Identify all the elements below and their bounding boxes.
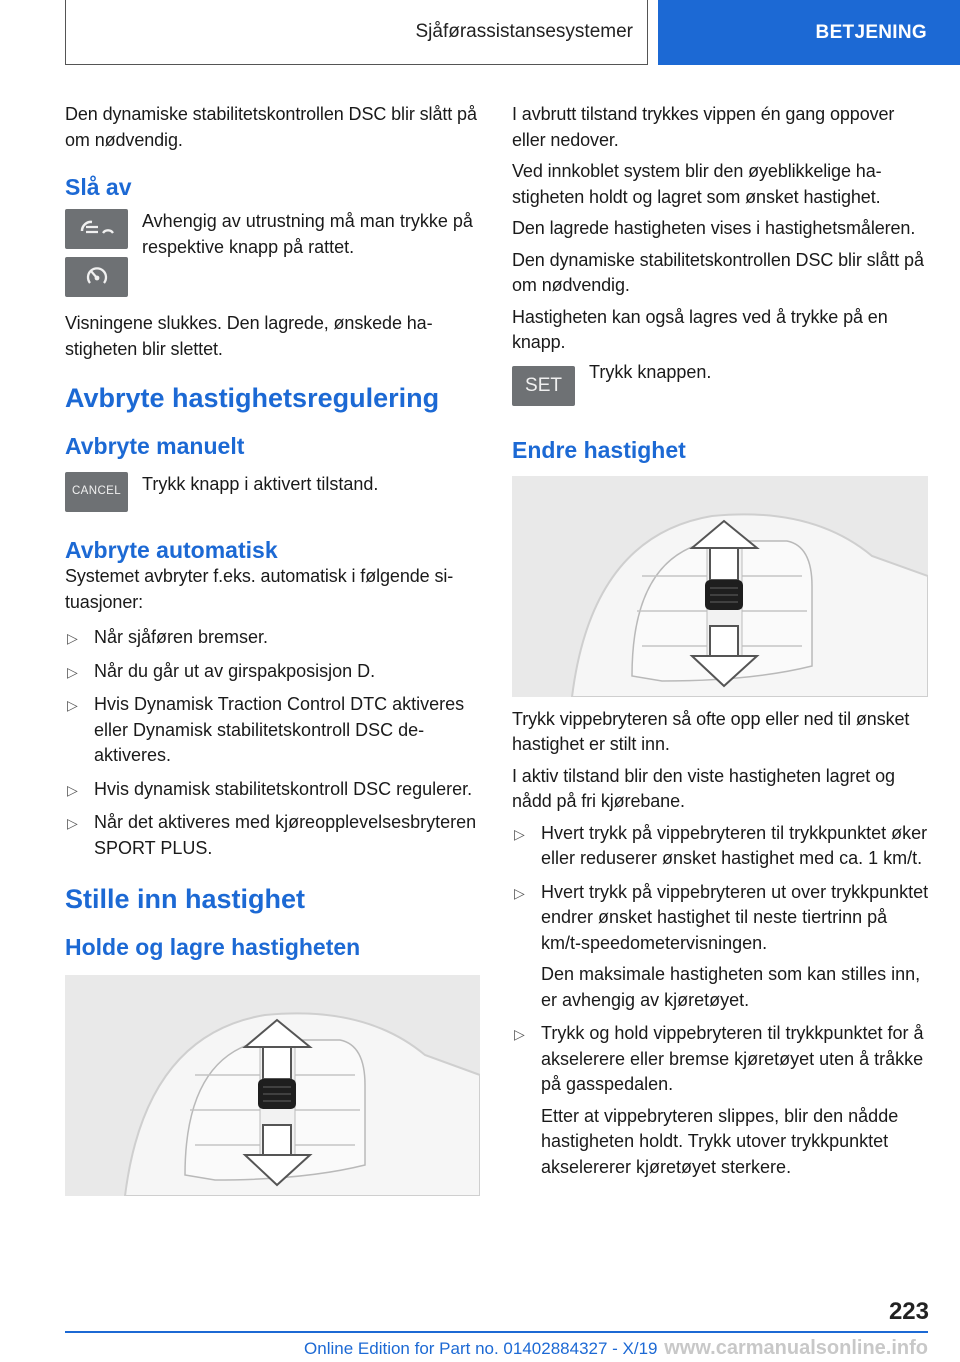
steering-wheel-rocker-image [512, 476, 928, 697]
right-column [512, 102, 930, 1188]
cruise-control-off-icon [65, 209, 128, 249]
footer-divider [65, 1331, 928, 1333]
triangle-bullet-icon: ▷ [67, 697, 78, 713]
footer-edition [65, 1337, 928, 1360]
off-after-text: Visningene slukkes. Den lagrede, ønskede hastigheten blir slettet. [65, 313, 433, 359]
list-item: ▷ Når du går ut av girspakposisjon D. [65, 659, 480, 685]
set-button-row [512, 361, 930, 406]
off-text: Avhengig av utrustning må man trykke på respektive knapp på rattet. [142, 211, 473, 257]
list-item: ▷ Hvis dynamisk stabilitetskontroll DSC regulerer. [65, 777, 480, 803]
paragraph: Ved innkoblet system blir den øyeblikkelige hastigheten holdt og lagret som ønsket hastighet. [512, 161, 882, 207]
heading-change-speed: Endre hastighet [512, 436, 686, 463]
triangle-bullet-icon: ▷ [67, 630, 78, 646]
paragraph: Den lagrede hastigheten vises i hastighetsmåleren. [512, 218, 916, 238]
speed-limiter-off-icon [65, 257, 128, 297]
paragraph: Den dynamiske stabilitetskontrollen DSC blir slått på om nødvendig. [512, 249, 924, 295]
list-item: ▷ Hvert trykk på vippebryteren til trykkpunktet øker eller reduserer ønsket hastighet med ca. 1 km/t. [514, 822, 928, 868]
paragraph: I avbrutt tilstand trykkes vippen én gang oppover eller nedover. [512, 104, 895, 150]
triangle-bullet-icon: ▷ [67, 663, 78, 680]
cancel-button-row [65, 472, 480, 512]
intro-text: Den dynamiske stabilitetskontrollen DSC blir slått på om nødvendig. [65, 104, 477, 150]
paragraph: Hastigheten kan også lagres ved å trykke på en knapp. [512, 306, 888, 352]
triangle-bullet-icon: ▷ [514, 884, 525, 901]
list-item: ▷ Når sjåføren bremser. [65, 625, 480, 651]
heading-manual: Avbryte manuelt [65, 433, 245, 459]
header-chapter [658, 0, 960, 65]
triangle-bullet-icon: ▷ [514, 1026, 525, 1042]
set-text: Trykk knappen. [589, 361, 712, 382]
triangle-bullet-icon: ▷ [514, 825, 525, 842]
cancel-button-icon: CANCEL [65, 472, 128, 512]
change-speed-list [512, 821, 930, 1181]
heading-hold-speed: Holde og lagre hastigheten [65, 934, 361, 960]
triangle-bullet-icon: ▷ [67, 781, 78, 798]
left-column [65, 102, 480, 1196]
heading-set-speed: Stille inn hastighet [65, 884, 306, 914]
list-item: ▷ Hvis Dynamisk Traction Control DTC aktiveres eller Dynamisk stabilitetskontroll DSC deaktiveres. [67, 694, 465, 765]
list-item: ▷ Trykk og hold vippebryteren til trykkpunktet for å akselerere eller bremse kjøretøyet uten å tråkke på gasspedalen. Etter at vippebryteren slippes, blir den nådde hastigheten holdt. Trykk utover trykkpunktet akselererer kjøretøyet sterkere. [514, 1023, 924, 1177]
paragraph: I aktiv tilstand blir den viste hastigheten lagret og nådd på fri kjørebane. [512, 765, 895, 811]
off-button-row [65, 209, 480, 297]
auto-list [65, 625, 480, 861]
header-section-title: Sjåførassistansesystemer [415, 21, 633, 42]
page-number: 223 [888, 1298, 929, 1325]
paragraph: Trykk vippebryteren så ofte opp eller ned til ønsket hastighet er stilt inn. [512, 708, 910, 754]
heading-cancel: Avbryte hastighetsregulering [65, 383, 440, 413]
manual-text: Trykk knapp i aktivert tilstand. [142, 474, 379, 494]
footer-watermark: www.carmanualsonline.info [664, 1337, 928, 1359]
header-chapter-title: BETJENING [815, 21, 927, 43]
steering-wheel-rocker-image [65, 975, 480, 1196]
triangle-bullet-icon: ▷ [67, 815, 78, 831]
footer-edition-text: Online Edition for Part no. 01402884327 - X/19 [304, 1339, 658, 1358]
heading-off: Slå av [65, 174, 132, 200]
set-button-icon: SET [512, 366, 575, 406]
list-item: ▷ Når det aktiveres med kjøreopplevelsesbryteren SPORT PLUS. [67, 812, 477, 858]
list-item: ▷ Hvert trykk på vippebryteren ut over trykkpunktet endrer ønsket hastighet til neste tiertrinn på km/t-speedometervisningen. Den maksimale hastigheten som kan stilles inn, er avhengig av kjøretøyet. [514, 881, 929, 1010]
auto-text: Systemet avbryter f.eks. automatisk i følgende situasjoner: [65, 566, 454, 612]
heading-auto: Avbryte automatisk [65, 537, 278, 563]
header-section [65, 0, 648, 65]
